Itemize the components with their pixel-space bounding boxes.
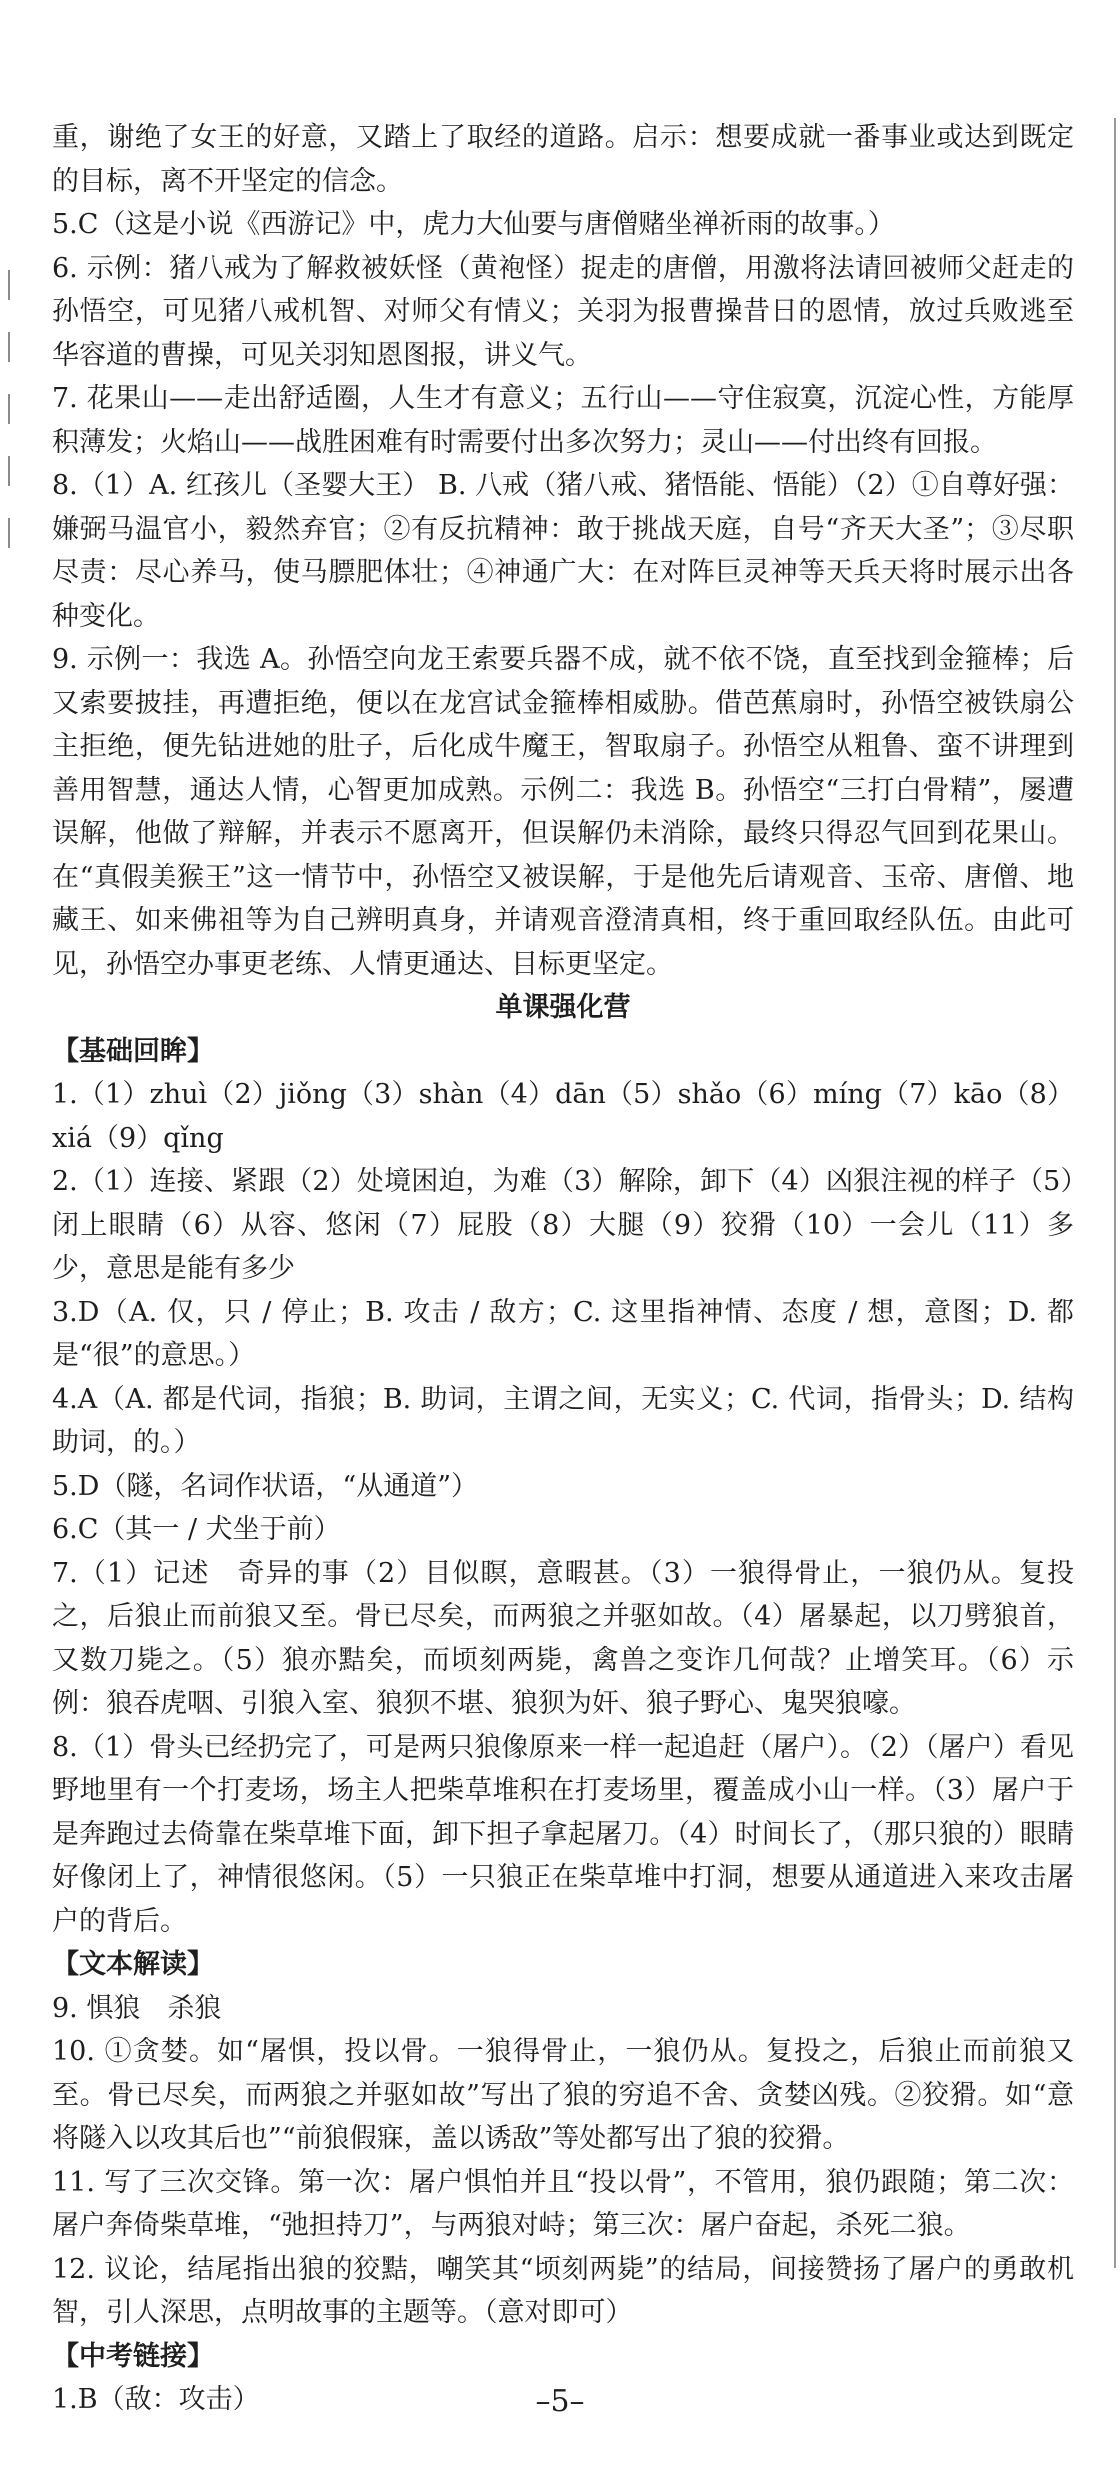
basic-answer-5: 5.D（隧，名词作状语，“从通道”） bbox=[52, 1470, 479, 1502]
reading-answer-11: 11. 写了三次交锋。第一次：屠户惧怕并且“投以骨”，不管用，狼仍跟随；第二次：屠户奔倚柴草堆，“弛担持刀”，与两狼对峙；第三次：屠户奋起，杀死二狼。 bbox=[52, 2166, 1074, 2241]
right-edge-line bbox=[1104, 118, 1116, 2268]
reading-answer-12: 12. 议论，结尾指出狼的狡黠，嘲笑其“顷刻两毙”的结局，间接赞扬了屠户的勇敢机智，引人深思，点明故事的主题等。（意对即可） bbox=[52, 2253, 1074, 2328]
heading-basic-review: 【基础回眸】 bbox=[52, 1035, 214, 1067]
heading-text-reading: 【文本解读】 bbox=[52, 1949, 214, 1980]
paragraph-continuation: 重，谢绝了女王的好意，又踏上了取经的道路。启示：想要成就一番事业或达到既定的目标，离不开坚定的信念。 bbox=[52, 122, 1074, 197]
page-number: –5– bbox=[535, 2384, 585, 2419]
left-edge-marks bbox=[0, 270, 12, 570]
answer-6: 6. 示例：猪八戒为了解救被妖怪（黄袍怪）捉走的唐僧，用激将法请回被师父赶走的孙悟空，可见猪八戒机智、对师父有情义；关羽为报曹操昔日的恩情，放过兵败逃至华容道的曹操，可见关羽知恩图报，讲义气。 bbox=[52, 252, 1074, 371]
reading-answer-9: 9. 惧狼 杀狼 bbox=[52, 1992, 222, 2024]
answer-7: 7. 花果山——走出舒适圈，人生才有意义；五行山——守住寂寞，沉淀心性，方能厚积薄发；火焰山——战胜困难有时需要付出多次努力；灵山——付出终有回报。 bbox=[52, 383, 1074, 458]
exam-answer-1: 1.B（敌：攻击） bbox=[52, 2384, 260, 2415]
heading-exam-link: 【中考链接】 bbox=[52, 2340, 214, 2372]
basic-answer-1: 1.（1）zhuì（2）jiǒng（3）shàn（4）dān（5）shǎo（6）míng（7）kāo（8）xiá（9）qǐng bbox=[52, 1079, 1074, 1154]
basic-answer-6: 6.C（其一 / 犬坐于前） bbox=[52, 1514, 341, 1545]
section-title: 单课强化营 bbox=[495, 992, 631, 1023]
page-content bbox=[52, 116, 1074, 2422]
basic-answer-7: 7.（1）记述 奇异的事（2）目似瞑，意暇甚。（3）一狼得骨止，一狼仍从。复投之，后狼止而前狼又至。骨已尽矣，而两狼之并驱如故。（4）屠暴起，以刀劈狼首，又数刀毙之。（5）狼亦黠矣，而顷刻两毙，禽兽之变诈几何哉？止增笑耳。（6）示例：狼吞虎咽、引狼入室、狼狈不堪、狼狈为奸、狼子野心、鬼哭狼嚎。 bbox=[52, 1557, 1074, 1719]
basic-answer-3: 3.D（A. 仅，只 / 停止；B. 攻击 / 敌方；C. 这里指神情、态度 / 想，意图；D. 都是“很”的意思。） bbox=[52, 1296, 1074, 1371]
answer-8: 8.（1）A. 红孩儿（圣婴大王） B. 八戒（猪八戒、猪悟能、悟能）（2）①自尊好强：嫌弼马温官小，毅然弃官；②有反抗精神：敢于挑战天庭，自号“齐天大圣”；③尽职尽责：尽心养马，使马膘肥体壮；④神通广大：在对阵巨灵神等天兵天将时展示出各种变化。 bbox=[52, 470, 1074, 632]
basic-answer-2: 2.（1）连接、紧跟（2）处境困迫，为难（3）解除，卸下（4）凶狠注视的样子（5）闭上眼睛（6）从容、悠闲（7）屁股（8）大腿（9）狡猾（10）一会儿（11）多少，意思是能有多少 bbox=[52, 1166, 1074, 1284]
basic-answer-8: 8.（1）骨头已经扔完了，可是两只狼像原来一样一起追赶（屠户）。（2）（屠户）看见野地里有一个打麦场，场主人把柴草堆积在打麦场里，覆盖成小山一样。（3）屠户于是奔跑过去倚靠在柴草堆下面，卸下担子拿起屠刀。（4）时间长了，（那只狼的）眼睛好像闭上了，神情很悠闲。（5）一只狼正在柴草堆中打洞，想要从通道进入来攻击屠户的背后。 bbox=[52, 1731, 1074, 1937]
reading-answer-10: 10. ①贪婪。如“屠惧，投以骨。一狼得骨止，一狼仍从。复投之，后狼止而前狼又至。骨已尽矣，而两狼之并驱如故”写出了狼的穷追不舍、贪婪凶残。②狡猾。如“意将隧入以攻其后也”“前狼假寐，盖以诱敌”等处都写出了狼的狡猾。 bbox=[52, 2036, 1074, 2154]
answer-9: 9. 示例一：我选 A。孙悟空向龙王索要兵器不成，就不依不饶，直至找到金箍棒；后又索要披挂，再遭拒绝，便以在龙宫试金箍棒相威胁。借芭蕉扇时，孙悟空被铁扇公主拒绝，便先钻进她的肚子，后化成牛魔王，智取扇子。孙悟空从粗鲁、蛮不讲理到善用智慧，通达人情，心智更加成熟。示例二：我选 B。孙悟空“三打白骨精”，屡遭误解，他做了辩解，并表示不愿离开，但误解仍未消除，最终只得忍气回到花果山。在“真假美猴王”这一情节中，孙悟空又被误解，于是他先后请观音、玉帝、唐僧、地藏王、如来佛祖等为自己辨明真身，并请观音澄清真相，终于重回取经队伍。由此可见，孙悟空办事更老练、人情更通达、目标更坚定。 bbox=[52, 644, 1074, 980]
answer-5: 5.C（这是小说《西游记》中，虎力大仙要与唐僧赌坐禅祈雨的故事。） bbox=[52, 209, 895, 240]
basic-answer-4: 4.A（A. 都是代词，指狼；B. 助词，主谓之间，无实义；C. 代词，指骨头；D. 结构助词，的。） bbox=[52, 1383, 1074, 1458]
